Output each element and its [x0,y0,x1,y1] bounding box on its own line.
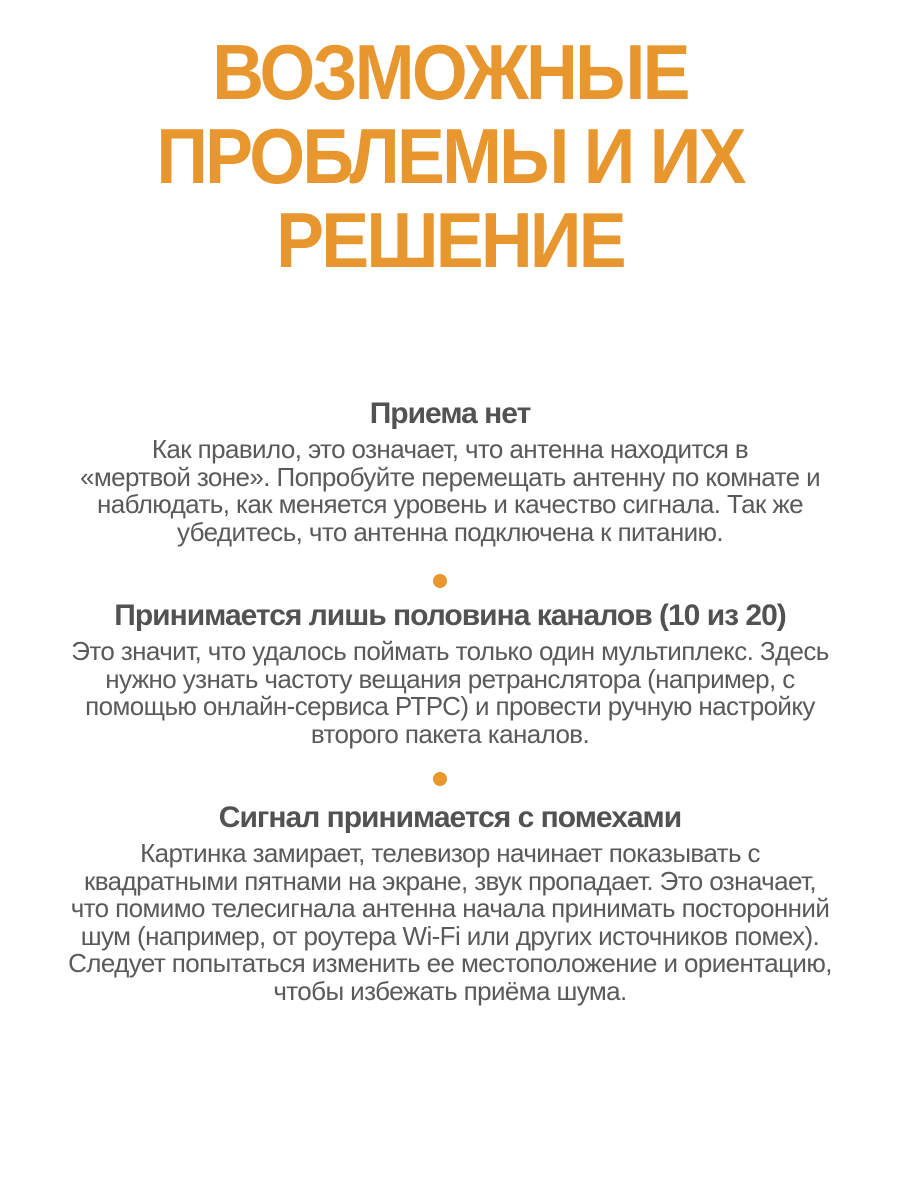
section-description [0,638,900,748]
section-heading: Приема нет [369,397,531,430]
section-heading: Принимается лишь половина каналов (10 из 20) [114,599,786,632]
description-line: шум (например, от роутера Wi-Fi или других источников помех). [80,920,820,951]
section-description [0,840,900,1005]
section-description [0,436,900,546]
description-line: Как правило, это означает, что антенна находится в [151,434,749,464]
description-line: чтобы избежать приёма шума. [273,975,627,1006]
page-title [36,30,864,282]
description-line: Следует попытаться изменить ее местоположение и ориентацию, [68,948,832,978]
title-line: ВОЗМОЖНЫЕ [212,28,688,116]
description-line: Картинка замирает, телевизор начинает показывать с [140,838,760,868]
description-line: что помимо телесигнала антенна начала принимать посторонний [70,893,830,923]
title-line: ПРОБЛЕМЫ И ИХ [156,112,744,200]
description-line: Это значит, что удалось поймать только один мультиплекс. Здесь [71,636,829,666]
bullet-separator-icon [433,772,447,786]
problem-section-no-reception [0,396,900,546]
description-line: «мертвой зоне». Попробуйте перемещать антенну по комнате и [79,461,821,492]
description-line: наблюдать, как меняется уровень и качество сигнала. Так же [96,489,804,519]
problem-section-half-channels [0,598,900,748]
description-line: второго пакета каналов. [310,718,590,749]
bullet-separator-icon [433,574,447,588]
description-line: помощью онлайн-сервиса РТРС) и провести ручную настройку [85,691,815,721]
problem-section-interference [0,800,900,1005]
title-line: РЕШЕНИЕ [276,196,624,284]
section-heading: Сигнал принимается с помехами [218,801,682,834]
description-line: нужно узнать частоту вещания ретранслятора (например, с [105,663,795,694]
description-line: убедитесь, что антенна подключена к питанию. [176,516,724,547]
description-line: квадратными пятнами на экране, звук пропадает. Это означает, [83,865,816,896]
